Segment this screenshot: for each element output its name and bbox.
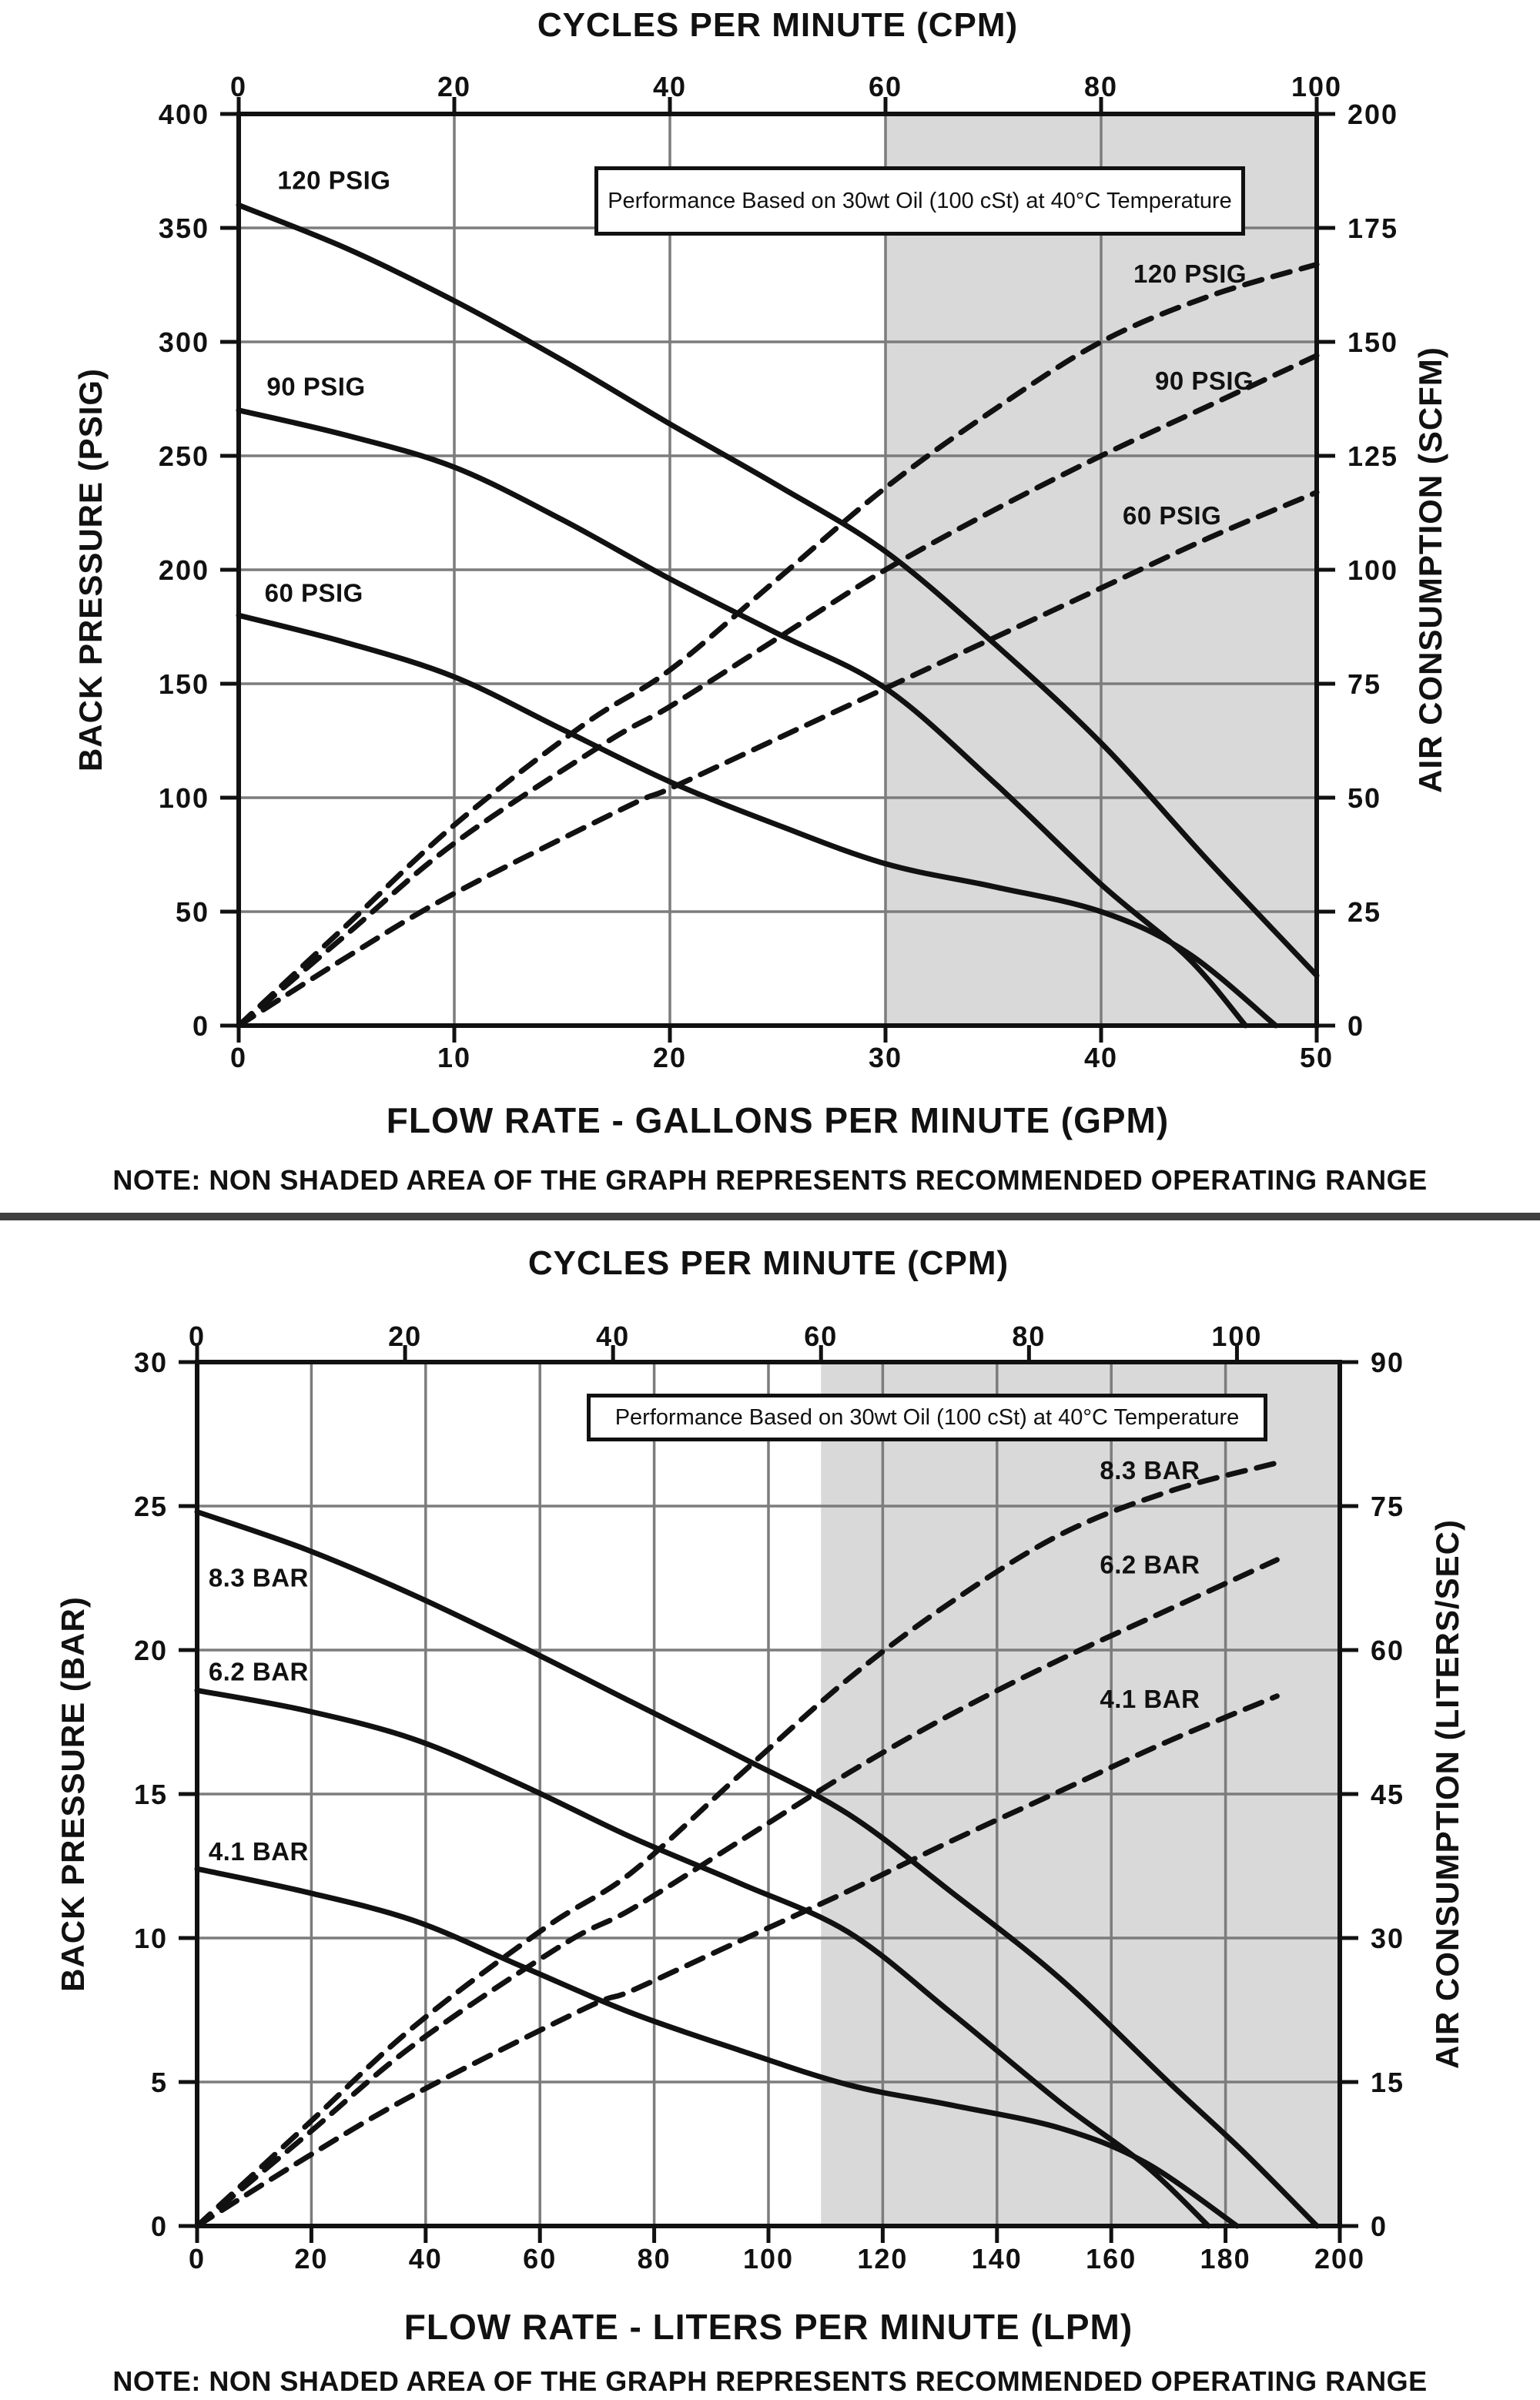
- chart1-right-axis-title: AIR CONSUMPTION (SCFM): [1412, 346, 1448, 793]
- left-axis-tick-label: 300: [158, 326, 209, 358]
- curve-label-air-consumption-83bar: 8.3 BAR: [1100, 1456, 1200, 1485]
- left-axis-tick-label: 200: [158, 554, 209, 586]
- top-axis-tick-label: 80: [1083, 71, 1119, 102]
- x-axis-tick-label: 160: [1086, 2243, 1137, 2274]
- right-axis-tick-label: 30: [1371, 1923, 1405, 1954]
- chart2-x-axis-title: FLOW RATE - LITERS PER MINUTE (LPM): [403, 2307, 1133, 2347]
- left-axis-tick-label: 100: [158, 782, 209, 814]
- chart1-top-axis-title: CYCLES PER MINUTE (CPM): [537, 6, 1019, 44]
- x-axis-tick-label: 30: [868, 1042, 903, 1073]
- top-axis-tick-label: 40: [596, 1321, 631, 1352]
- left-axis-tick-label: 0: [150, 2211, 168, 2242]
- chart2-top-axis-title: CYCLES PER MINUTE (CPM): [527, 1244, 1009, 1282]
- x-axis-tick-label: 0: [229, 1042, 248, 1073]
- left-axis-tick-label: 15: [133, 1779, 168, 1810]
- top-axis-tick-label: 40: [652, 71, 688, 102]
- top-axis-tick-label: 100: [1291, 71, 1343, 102]
- x-axis-tick-label: 40: [1083, 1042, 1119, 1073]
- x-axis-tick-label: 120: [857, 2243, 909, 2274]
- chart1-x-axis-title: FLOW RATE - GALLONS PER MINUTE (GPM): [386, 1100, 1170, 1140]
- top-axis-tick-label: 0: [188, 1321, 206, 1352]
- right-axis-tick-label: 75: [1348, 668, 1382, 700]
- section-divider: [0, 1213, 1540, 1220]
- left-axis-tick-label: 150: [158, 668, 209, 700]
- left-axis-tick-label: 400: [158, 99, 209, 130]
- top-axis-tick-label: 20: [437, 71, 472, 102]
- curve-label-back-pressure-90psig: 90 PSIG: [266, 372, 366, 401]
- x-axis-tick-label: 40: [408, 2243, 443, 2274]
- left-axis-tick-label: 50: [175, 896, 209, 928]
- x-axis-tick-label: 20: [652, 1042, 688, 1073]
- x-axis-tick-label: 20: [294, 2243, 329, 2274]
- top-axis-tick-label: 60: [804, 1321, 839, 1352]
- curve-label-air-consumption-90psig: 90 PSIG: [1155, 367, 1254, 396]
- curve-label-air-consumption-120psig: 120 PSIG: [1133, 259, 1247, 289]
- left-axis-tick-label: 25: [133, 1491, 168, 1522]
- curve-label-back-pressure-60psig: 60 PSIG: [264, 578, 363, 608]
- right-axis-tick-label: 175: [1348, 213, 1399, 244]
- x-axis-tick-label: 100: [742, 2243, 795, 2274]
- chart2-left-axis-title: BACK PRESSURE (BAR): [55, 1596, 91, 1992]
- right-axis-tick-label: 90: [1371, 1347, 1405, 1378]
- left-axis-tick-label: 5: [150, 2067, 168, 2098]
- chart1-left-axis-title: BACK PRESSURE (PSIG): [72, 367, 109, 772]
- x-axis-tick-label: 10: [437, 1042, 472, 1073]
- x-axis-tick-label: 180: [1200, 2243, 1251, 2274]
- chart2-performance-note-box: Performance Based on 30wt Oil (100 cSt) at 40°C Temperature: [587, 1394, 1267, 1441]
- right-axis-tick-label: 60: [1371, 1635, 1405, 1666]
- chart2-right-axis-title: AIR CONSUMPTION (LITERS/SEC): [1429, 1519, 1465, 2070]
- x-axis-tick-label: 140: [971, 2243, 1023, 2274]
- left-axis-tick-label: 10: [133, 1923, 168, 1954]
- curve-label-back-pressure-120psig: 120 PSIG: [277, 166, 391, 195]
- x-axis-tick-label: 50: [1299, 1042, 1334, 1073]
- right-axis-tick-label: 150: [1348, 326, 1399, 358]
- curve-label-air-consumption-60psig: 60 PSIG: [1123, 500, 1222, 530]
- curve-label-back-pressure-41bar: 4.1 BAR: [208, 1837, 309, 1866]
- left-axis-tick-label: 20: [133, 1635, 168, 1666]
- chart-metric: [134, 1321, 1404, 2274]
- left-axis-tick-label: 350: [158, 213, 209, 244]
- right-axis-tick-label: 125: [1348, 440, 1399, 472]
- right-axis-tick-label: 75: [1371, 1491, 1405, 1522]
- curve-label-back-pressure-83bar: 8.3 BAR: [208, 1563, 309, 1592]
- x-axis-tick-label: 0: [188, 2243, 206, 2274]
- right-axis-tick-label: 200: [1348, 99, 1399, 130]
- top-axis-tick-label: 20: [388, 1321, 423, 1352]
- right-axis-tick-label: 25: [1348, 896, 1382, 928]
- top-axis-tick-label: 60: [868, 71, 903, 102]
- top-axis-tick-label: 0: [229, 71, 248, 102]
- right-axis-tick-label: 100: [1348, 554, 1399, 586]
- curve-label-air-consumption-41bar: 4.1 BAR: [1100, 1684, 1200, 1713]
- right-axis-tick-label: 0: [1348, 1010, 1365, 1042]
- left-axis-tick-label: 0: [192, 1010, 209, 1042]
- chart2-footnote: NOTE: NON SHADED AREA OF THE GRAPH REPRESENTS RECOMMENDED OPERATING RANGE: [112, 2365, 1428, 2397]
- right-axis-tick-label: 45: [1371, 1779, 1405, 1810]
- top-axis-tick-label: 100: [1211, 1321, 1263, 1352]
- right-axis-tick-label: 0: [1371, 2211, 1388, 2242]
- curve-label-back-pressure-62bar: 6.2 BAR: [208, 1657, 309, 1686]
- curve-label-air-consumption-62bar: 6.2 BAR: [1100, 1550, 1200, 1579]
- chart1-performance-note-box: Performance Based on 30wt Oil (100 cSt) at 40°C Temperature: [594, 166, 1245, 236]
- top-axis-tick-label: 80: [1012, 1321, 1046, 1352]
- right-axis-tick-label: 50: [1348, 782, 1382, 814]
- left-axis-tick-label: 250: [158, 440, 209, 472]
- x-axis-tick-label: 60: [523, 2243, 557, 2274]
- x-axis-tick-label: 80: [637, 2243, 671, 2274]
- left-axis-tick-label: 30: [133, 1347, 168, 1378]
- x-axis-tick-label: 200: [1314, 2243, 1366, 2274]
- right-axis-tick-label: 15: [1371, 2067, 1405, 2098]
- chart1-footnote: NOTE: NON SHADED AREA OF THE GRAPH REPRESENTS RECOMMENDED OPERATING RANGE: [112, 1164, 1428, 1196]
